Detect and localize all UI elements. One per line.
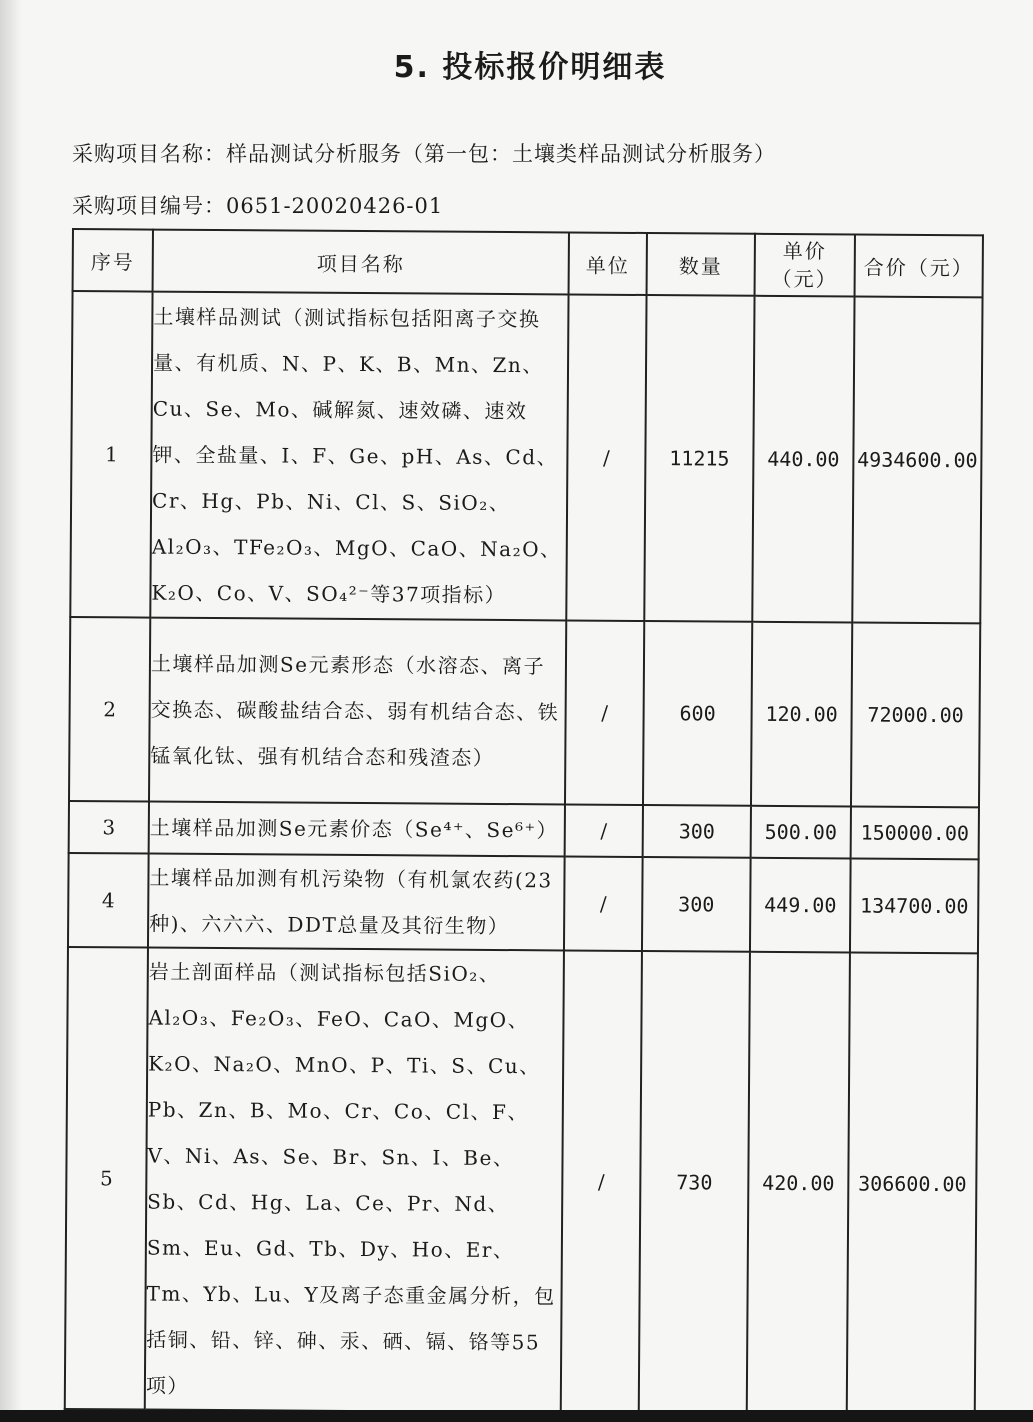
bottom-edge-bar	[0, 1410, 1033, 1422]
row-item-name: 土壤样品加测Se元素形态（水溶态、离子交换态、碳酸盐结合态、弱有机结合态、铁锰氧化钛、强有机结合态和残渣态）	[149, 618, 566, 805]
row-unit-price: 449.00	[750, 858, 851, 953]
row-unit: /	[565, 804, 643, 857]
header-total: 合价（元）	[855, 234, 983, 297]
document-title: 5. 投标报价明细表	[393, 50, 667, 85]
row-index: 1	[70, 291, 152, 618]
row-quantity: 300	[643, 805, 751, 858]
quotation-table	[64, 228, 984, 1416]
project-name-line: 采购项目名称：样品测试分析服务（第一包：土壤类样品测试分析服务）	[72, 142, 776, 166]
header-index: 序号	[73, 229, 153, 292]
row-unit: /	[565, 620, 644, 805]
table-row	[69, 617, 980, 807]
row-unit-price: 500.00	[751, 806, 851, 859]
table-row	[68, 853, 979, 953]
row-total: 4934600.00	[852, 296, 982, 623]
row-unit: /	[561, 950, 642, 1413]
table-row	[69, 801, 979, 859]
header-unit-price-currency: （元）	[771, 266, 838, 292]
row-unit: /	[566, 294, 646, 621]
row-total: 150000.00	[851, 806, 979, 859]
row-total: 306600.00	[847, 952, 978, 1415]
table-row	[65, 947, 978, 1415]
row-quantity: 11215	[644, 295, 754, 622]
row-item-name: 土壤样品测试（测试指标包括阳离子交换量、有机质、N、P、K、B、Mn、Zn、Cu、Se、Mo、碱解氮、速效磷、速效钾、全盐量、I、F、Ge、pH、As、Cd、Cr、Hg、Pb、Ni、Cl、S、SiO₂、Al₂O₃、TFe₂O₃、MgO、CaO、Na₂O、K₂O、Co、V、SO₄²⁻等37项指标）	[150, 292, 568, 621]
table-header-row	[73, 229, 983, 297]
row-quantity: 300	[642, 857, 751, 952]
row-index: 5	[65, 947, 148, 1410]
header-quantity: 数量	[647, 233, 755, 296]
row-item-name: 土壤样品加测有机污染物（有机氯农药(23种)、六六六、DDT总量及其衍生物）	[148, 854, 565, 951]
row-unit-price: 420.00	[747, 952, 850, 1415]
row-index: 3	[69, 801, 149, 854]
header-name: 项目名称	[153, 230, 569, 295]
row-unit-price: 120.00	[751, 622, 852, 807]
page-edge-shadow	[0, 0, 22, 1422]
row-total: 72000.00	[851, 622, 980, 807]
project-number-line: 采购项目编号：0651-20020426-01	[72, 194, 444, 218]
row-index: 4	[68, 853, 149, 948]
row-item-name: 岩土剖面样品（测试指标包括SiO₂、Al₂O₃、Fe₂O₃、FeO、CaO、MgO、K₂O、Na₂O、MnO、P、Ti、S、Cu、Pb、Zn、B、Mo、Cr、Co、Cl、F、V、Ni、As、Se、Br、Sn、I、Be、Sb、Cd、Hg、La、Ce、Pr、Nd、Sm、Eu、Gd、Tb、Dy、Ho、Er、Tm、Yb、Lu、Y及离子态重金属分析，包括铜、铅、锌、砷、汞、硒、镉、铬等55项）	[145, 948, 564, 1413]
table-row	[70, 291, 982, 623]
row-unit-price: 440.00	[752, 296, 854, 623]
row-quantity: 600	[643, 621, 752, 806]
header-unit: 单位	[569, 232, 647, 295]
row-quantity: 730	[639, 951, 750, 1414]
header-unit-price	[755, 234, 855, 297]
row-total: 134700.00	[850, 858, 979, 953]
header-unit-price-label: 单价	[782, 238, 827, 264]
row-index: 2	[69, 617, 150, 802]
row-item-name: 土壤样品加测Se元素价态（Se⁴⁺、Se⁶⁺）	[149, 802, 565, 857]
row-unit: /	[564, 856, 643, 951]
